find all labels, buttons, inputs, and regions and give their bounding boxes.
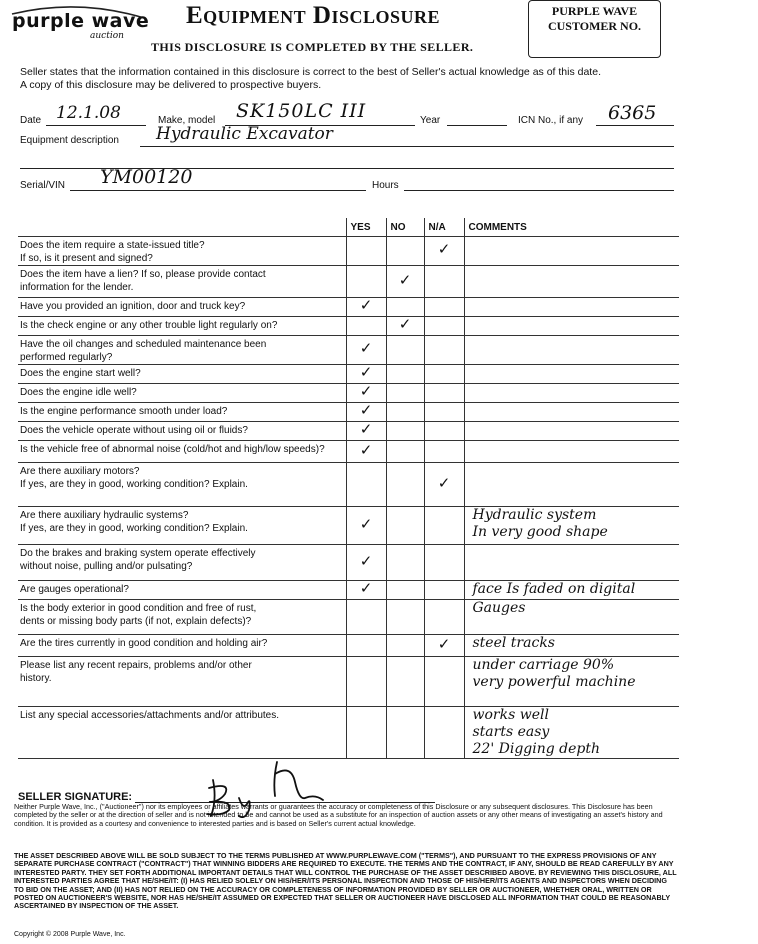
table-row	[18, 403, 679, 422]
seller-signature-label: SELLER SIGNATURE:	[18, 791, 133, 803]
check-mark-icon: ✓	[359, 401, 373, 420]
checkbox-no[interactable]	[386, 657, 424, 707]
checkbox-yes[interactable]	[346, 336, 386, 365]
table-row	[18, 707, 679, 759]
checkbox-na[interactable]	[424, 384, 464, 403]
checkbox-no[interactable]	[386, 266, 424, 298]
question-table	[18, 218, 679, 787]
intro-line2: A copy of this disclosure may be delivered to prospective buyers.	[20, 79, 322, 91]
checkbox-na[interactable]	[424, 298, 464, 317]
table-row	[18, 317, 679, 336]
question-text: List any special accessories/attachments and/or attributes.	[18, 707, 346, 759]
comment-field[interactable]	[464, 384, 679, 403]
checkbox-no[interactable]	[386, 365, 424, 384]
description-line	[140, 146, 674, 147]
check-mark-icon: ✓	[437, 634, 451, 653]
table-row	[18, 463, 679, 507]
comment-field[interactable]	[464, 266, 679, 298]
checkbox-yes[interactable]	[346, 266, 386, 298]
checkbox-no[interactable]	[386, 545, 424, 581]
question-text: Does the engine idle well?	[18, 384, 346, 403]
checkbox-yes[interactable]	[346, 237, 386, 266]
table-row	[18, 635, 679, 657]
checkbox-no[interactable]	[386, 336, 424, 365]
checkbox-yes[interactable]	[346, 581, 386, 600]
checkbox-na[interactable]	[424, 422, 464, 441]
logo: purple wave	[12, 10, 150, 32]
checkbox-no[interactable]	[386, 403, 424, 422]
checkbox-na[interactable]	[424, 581, 464, 600]
header-no: NO	[386, 218, 424, 237]
hours-label: Hours	[372, 180, 399, 191]
checkbox-na[interactable]	[424, 545, 464, 581]
table-row	[18, 266, 679, 298]
make-label: Make, model	[158, 115, 216, 126]
comment-field[interactable]	[464, 441, 679, 463]
check-mark-icon: ✓	[359, 440, 373, 459]
customer-box-line2: CUSTOMER NO.	[547, 19, 642, 33]
checkbox-no[interactable]	[386, 507, 424, 545]
comment-field[interactable]	[464, 237, 679, 266]
comment-field[interactable]	[464, 545, 679, 581]
logo-tagline: auction	[90, 31, 124, 41]
check-mark-icon: ✓	[359, 420, 373, 439]
hours-line	[404, 190, 674, 191]
table-row	[18, 600, 679, 635]
date-line	[46, 125, 146, 126]
description-field[interactable]: Hydraulic Excavator	[156, 124, 333, 144]
checkbox-no[interactable]	[386, 581, 424, 600]
header-yes: YES	[346, 218, 386, 237]
table-row	[18, 657, 679, 707]
check-mark-icon: ✓	[359, 382, 373, 401]
check-mark-icon: ✓	[398, 270, 412, 289]
table-row	[18, 441, 679, 463]
check-mark-icon: ✓	[359, 579, 373, 598]
table-row	[18, 507, 679, 545]
checkbox-no[interactable]	[386, 298, 424, 317]
comment-field[interactable]: works well starts easy 22' Digging depth	[464, 707, 679, 759]
question-text: Have the oil changes and scheduled maintenance been performed regularly?	[18, 336, 346, 365]
intro-line1: Seller states that the information contained in this disclosure is correct to the best of Seller's actual knowledge as of this date.	[20, 66, 601, 78]
icn-field[interactable]: 6365	[608, 102, 657, 124]
checkbox-no[interactable]	[386, 463, 424, 507]
customer-box-line1: PURPLE WAVE	[551, 4, 638, 18]
checkbox-yes[interactable]	[346, 635, 386, 657]
table-row	[18, 545, 679, 581]
checkbox-na[interactable]	[424, 317, 464, 336]
checkbox-no[interactable]	[386, 441, 424, 463]
checkbox-na[interactable]	[424, 635, 464, 657]
question-text: Are there auxiliary motors? If yes, are they in good, working condition? Explain.	[18, 463, 346, 507]
header-na: N/A	[424, 218, 464, 237]
comment-field[interactable]: steel tracks	[464, 635, 679, 657]
checkbox-na[interactable]	[424, 266, 464, 298]
checkbox-yes[interactable]	[346, 507, 386, 545]
question-text: Is the engine performance smooth under load?	[18, 403, 346, 422]
table-row	[18, 581, 679, 600]
comment-field[interactable]	[464, 317, 679, 336]
question-text: Is the vehicle free of abnormal noise (cold/hot and high/low speeds)?	[18, 441, 346, 463]
check-mark-icon: ✓	[437, 473, 451, 492]
date-field[interactable]: 12.1.08	[56, 103, 121, 123]
checkbox-na[interactable]	[424, 237, 464, 266]
year-label: Year	[420, 115, 441, 126]
question-text: Does the engine start well?	[18, 365, 346, 384]
make-model-field[interactable]: SK150LC III	[236, 100, 367, 122]
checkbox-no[interactable]	[386, 317, 424, 336]
checkbox-na[interactable]	[424, 657, 464, 707]
serial-label: Serial/VIN	[20, 180, 66, 191]
table-row	[18, 298, 679, 317]
comment-field[interactable]	[464, 336, 679, 365]
customer-number-box	[528, 0, 661, 58]
serial-line	[70, 190, 366, 191]
comment-field[interactable]	[464, 365, 679, 384]
question-text: Are there auxiliary hydraulic systems? If yes, are they in good, working condition? Explain.	[18, 507, 346, 545]
comment-field[interactable]: Gauges	[464, 600, 679, 635]
header-comments: COMMENTS	[464, 218, 679, 237]
serial-field[interactable]: YM00120	[100, 166, 193, 188]
check-mark-icon: ✓	[398, 315, 412, 334]
question-text: Does the vehicle operate without using oil or fluids?	[18, 422, 346, 441]
comment-field[interactable]: under carriage 90% very powerful machine	[464, 657, 679, 707]
copyright: Copyright © 2008 Purple Wave, Inc.	[14, 931, 126, 938]
check-mark-icon: ✓	[359, 551, 373, 570]
checkbox-na[interactable]	[424, 463, 464, 507]
comment-field[interactable]: face Is faded on digital	[464, 581, 679, 600]
checkbox-yes[interactable]	[346, 365, 386, 384]
checkbox-na[interactable]	[424, 403, 464, 422]
checkbox-no[interactable]	[386, 384, 424, 403]
checkbox-no[interactable]	[386, 237, 424, 266]
checkbox-yes[interactable]	[346, 657, 386, 707]
checkbox-no[interactable]	[386, 635, 424, 657]
icn-line	[596, 125, 674, 126]
check-mark-icon: ✓	[359, 296, 373, 315]
check-mark-icon: ✓	[359, 363, 373, 382]
checkbox-na[interactable]	[424, 365, 464, 384]
checkbox-yes[interactable]	[346, 441, 386, 463]
checkbox-yes[interactable]	[346, 384, 386, 403]
table-row	[18, 336, 679, 365]
comment-field[interactable]: Hydraulic system In very good shape	[464, 507, 679, 545]
question-text: Do the brakes and braking system operate effectively without noise, pulling and/or pulsating?	[18, 545, 346, 581]
checkbox-na[interactable]	[424, 441, 464, 463]
question-text: Does the item have a lien? If so, please provide contact information for the lender.	[18, 266, 346, 298]
checkbox-na[interactable]	[424, 707, 464, 759]
question-text: Have you provided an ignition, door and truck key?	[18, 298, 346, 317]
checkbox-no[interactable]	[386, 422, 424, 441]
check-mark-icon: ✓	[437, 240, 451, 259]
terms-text: THE ASSET DESCRIBED ABOVE WILL BE SOLD SUBJECT TO THE TERMS PUBLISHED AT WWW.PURPLEWAVE.COM ("TERMS"), AND PURSUANT TO THE EXPRESS PROVISIONS OF ANY SEPARATE PURCHASE CONTRACT ("CONTRACT") THAT WINNING BIDDERS ARE REQUIRED TO EXECUTE. THE TERMS AND THE CONTRACT, IF ANY, SHOULD BE READ CAREFULLY BY ANY INTERESTED PARTY. THEY SET FORTH ADDITIONAL IMPORTANT DETAILS THAT WILL CONTROL THE PURCHASE OF THE ASSET DESCRIBED ABOVE. BY REVIEWING THIS DISCLOSURE, ALL INTERESTED PARTIES AGREE THAT HE/SHE/IT: (I) HAS RELIED SOLELY ON HIS/HER/ITS PERSONAL INSPECTION AND THOSE OF HIS/HER/ITS AGENTS AND INSPECTORS WHEN DECIDING TO BID ON THE ASSET; AND (II) HAS NOT RELIED ON THE ACCURACY OR COMPLETENESS OF INFORMATION PROVIDED BY SELLER OR AUCTIONEER, WHETHER ORAL, WRITTEN OR POSTED ON AUCTIONEER'S WEBSITE, NOR HAS HE/SHE/IT ASSUMED OR EXPECTED THAT SELLER OR AUCTIONEER HAVE DISCLOSED ALL INFORMATION THAT COULD BE REASONABLY ASCERTAINED BY INSPECTION OF THE ASSET.	[14, 851, 677, 911]
comment-field[interactable]	[464, 403, 679, 422]
icn-label: ICN No., if any	[518, 115, 584, 126]
checkbox-na[interactable]	[424, 507, 464, 545]
checkbox-yes[interactable]	[346, 600, 386, 635]
disclaimer-text: Neither Purple Wave, Inc., ("Auctioneer") nor its employees or affiliates warrants or guarantees the accuracy or completeness of this Disclosure or any subsequent disclosures. This Disclosure has been completed by the seller or at the direction of seller and is not intended to be and cannot be used as a substitute for an inspection of auction assets or any other means of investigating an asset's history and condition. It is provided as a courtesy and convenience to interested parties and is based on Seller's current actual knowledge.	[14, 802, 663, 828]
intro-text	[20, 66, 690, 92]
description-label: Equipment description	[20, 135, 119, 146]
table-row	[18, 237, 679, 266]
page-title: Equipment Disclosure	[186, 2, 441, 29]
checkbox-yes[interactable]	[346, 707, 386, 759]
comment-field[interactable]	[464, 463, 679, 507]
question-text: Are gauges operational?	[18, 581, 346, 600]
checkbox-yes[interactable]	[346, 403, 386, 422]
comment-field[interactable]	[464, 422, 679, 441]
comment-field[interactable]	[464, 298, 679, 317]
table-row	[18, 422, 679, 441]
question-text: Please list any recent repairs, problems and/or other history.	[18, 657, 346, 707]
question-text: Is the check engine or any other trouble light regularly on?	[18, 317, 346, 336]
checkbox-na[interactable]	[424, 600, 464, 635]
checkbox-yes[interactable]	[346, 317, 386, 336]
checkbox-yes[interactable]	[346, 463, 386, 507]
checkbox-no[interactable]	[386, 707, 424, 759]
year-line	[447, 125, 507, 126]
date-label: Date	[20, 115, 42, 126]
check-mark-icon: ✓	[359, 339, 373, 358]
checkbox-yes[interactable]	[346, 422, 386, 441]
question-text: Is the body exterior in good condition and free of rust, dents or missing body parts (if not, explain defects)?	[18, 600, 346, 635]
question-text: Are the tires currently in good condition and holding air?	[18, 635, 346, 657]
checkbox-yes[interactable]	[346, 545, 386, 581]
checkbox-na[interactable]	[424, 336, 464, 365]
page-subtitle: THIS DISCLOSURE IS COMPLETED BY THE SELLER.	[151, 40, 474, 54]
question-text: Does the item require a state-issued title? If so, is it present and signed?	[18, 237, 346, 266]
table-row	[18, 384, 679, 403]
check-mark-icon: ✓	[359, 514, 373, 533]
table-row	[18, 365, 679, 384]
checkbox-yes[interactable]	[346, 298, 386, 317]
checkbox-no[interactable]	[386, 600, 424, 635]
